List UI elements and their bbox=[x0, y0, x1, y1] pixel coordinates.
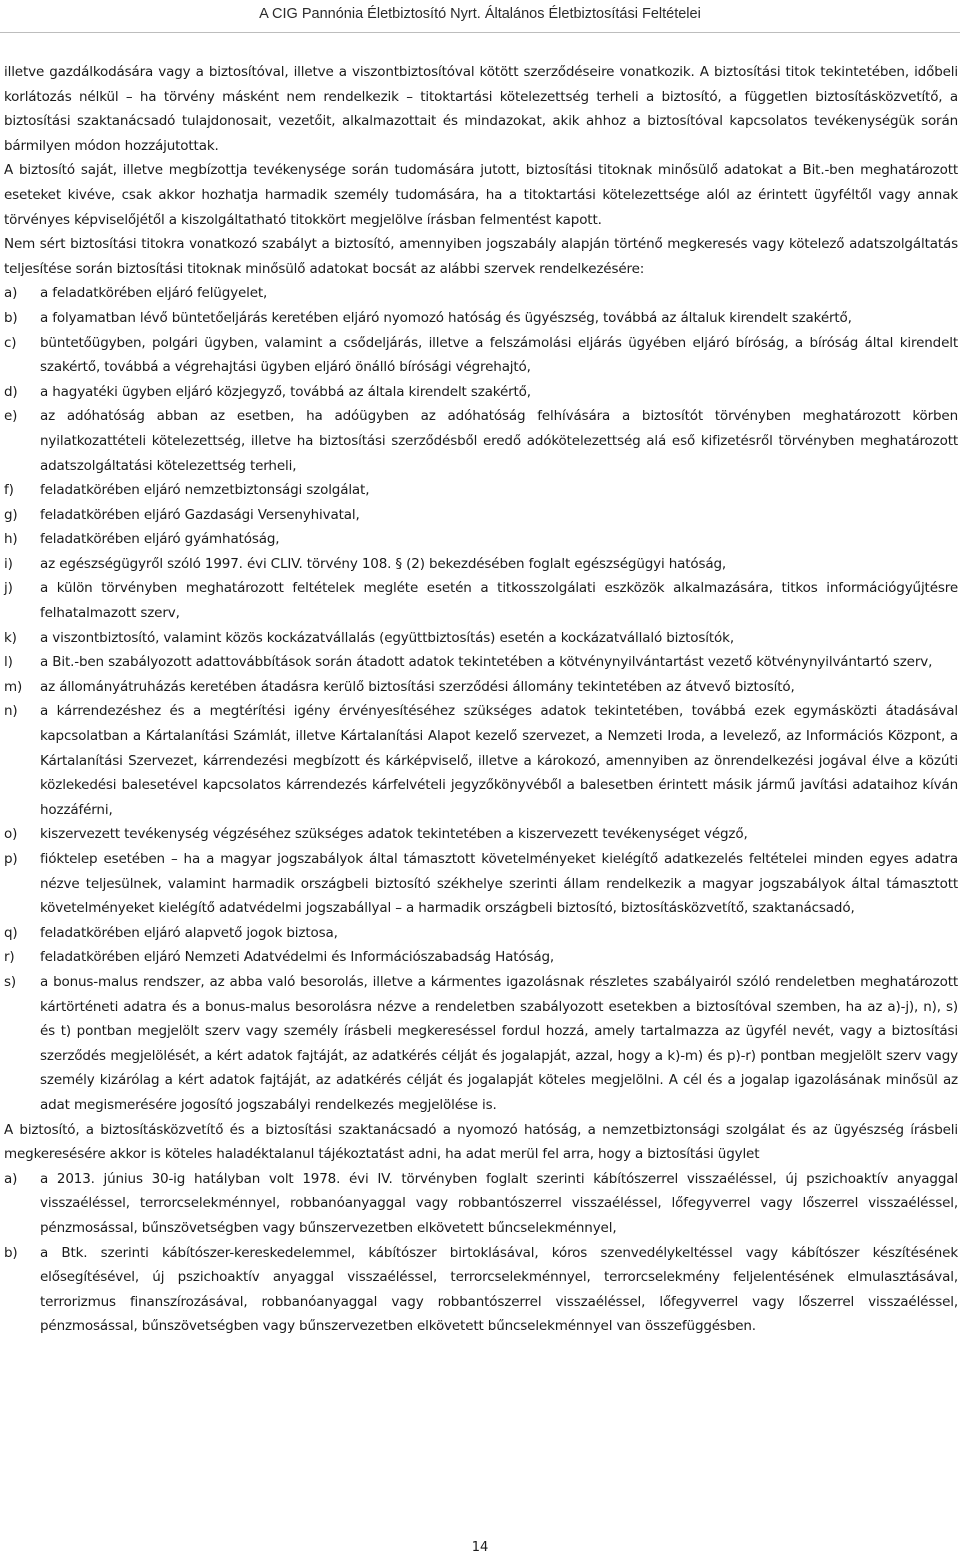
list-item-letter: s) bbox=[4, 973, 17, 990]
list-item bbox=[4, 675, 958, 700]
list-item-letter: a) bbox=[4, 285, 18, 302]
list-item bbox=[4, 1167, 958, 1241]
list-item-letter: d) bbox=[4, 383, 18, 400]
document-body bbox=[4, 60, 958, 1339]
list-item-text: a kárrendezéshez és a megtérítési igény érvényesítéséhez szükséges adatok tekintetében, továbbá ezek egymásközti átadásával kapcsolatban a Kártalanítási Számlát, illetve Kártalanítási Alapot kezelő szervezet, a Nemzeti Iroda, a levelező, az Információs Központ, a Kártalanítási Szervezet, kárrendezési megbízott és kárképviselő, illetve a károkozó, amennyiben az önrendelkezési jogával élve a közúti közlekedési balesetével kapcsolatos kárrendezés kárfelvételi jegyzőkönyvéből a balesetben érintett másik jármű javítási adataihoz kíván hozzáférni, bbox=[40, 703, 958, 818]
list-item bbox=[4, 576, 958, 625]
list-item-text: az adóhatóság abban az esetben, ha adóügyben az adóhatóság felhívására a biztosítót törvényben meghatározott körben nyilatkozattételi kötelezettség, illetve ha biztosítási szerződésből eredő adókötelezettség alá eső kifizetésről törvényben meghatározott adatszolgáltatási kötelezettség terheli, bbox=[40, 408, 958, 474]
list-item-letter: p) bbox=[4, 851, 18, 867]
paragraph-3: Nem sért biztosítási titokra vonatkozó szabályt a biztosító, amennyiben jogszabály alapján történő megkeresés vagy kötelező adatszolgáltatás teljesítése során biztosítási titoknak minősülő adatokat bocsát az alábbi szervek rendelkezésére: bbox=[4, 236, 958, 277]
list-item bbox=[4, 970, 958, 1118]
list-item bbox=[4, 1241, 958, 1339]
list-item-letter: k) bbox=[4, 629, 17, 646]
list-item bbox=[4, 306, 958, 331]
list-item-text: az egészségügyről szóló 1997. évi CLIV. törvény 108. § (2) bekezdésében foglalt egészségügyi hatóság, bbox=[40, 555, 727, 572]
list-item-letter: i) bbox=[4, 555, 13, 572]
paragraph-4: A biztosító, a biztosításközvetítő és a biztosítási szaktanácsadó a nyomozó hatóság, a nemzetbiztonsági szolgálat és az ügyészség írásbeli megkeresésére akkor is köteles haladéktalanul tájékoztatást adni, ha adat merül fel arra, hogy a biztosítási ügylet bbox=[4, 1121, 958, 1163]
offence-list bbox=[4, 1167, 958, 1339]
list-item-text: a feladatkörében eljáró felügyelet, bbox=[40, 285, 268, 302]
list-item bbox=[4, 281, 958, 306]
list-item-letter: h) bbox=[4, 531, 18, 548]
list-item-text: büntetőügyben, polgári ügyben, valamint a csődeljárás, illetve a felszámolási eljárás ügyében eljáró bíróság, a bíróság által kirendelt szakértő, továbbá a végrehajtási ügyben eljáró önálló bírósági végrehajtó, bbox=[40, 334, 958, 376]
list-item-letter: e) bbox=[4, 408, 18, 425]
list-item-letter: b) bbox=[4, 309, 18, 326]
list-item-text: az állományátruházás keretében átadásra kerülő biztosítási szerződési állomány tekintetében az átvevő biztosító, bbox=[40, 678, 795, 695]
list-item-text: fióktelep esetében – ha a magyar jogszabályok által támasztott követelményeket kielégítő adatkezelés feltételei minden egyes adatra nézve teljesülnek, valamint harmadik országbeli biztosító székhelye szerinti állam rendelkezik a magyar jogszabályok által támasztott követelményeket kielégítő adatvédelmi jogszabállyal – a harmadik országbeli biztosító, biztosításközvetítő, szaktanácsadó, bbox=[40, 851, 958, 917]
list-item bbox=[4, 626, 958, 651]
list-item-letter: l) bbox=[4, 654, 13, 671]
list-item-letter: c) bbox=[4, 334, 17, 351]
list-item bbox=[4, 945, 958, 970]
list-item-text: feladatkörében eljáró nemzetbiztonsági szolgálat, bbox=[40, 482, 370, 499]
list-item-text: feladatkörében eljáró alapvető jogok biztosa, bbox=[40, 924, 338, 941]
list-item-text: feladatkörében eljáró gyámhatóság, bbox=[40, 531, 280, 548]
list-item bbox=[4, 699, 958, 822]
running-header bbox=[0, 4, 960, 32]
list-item bbox=[4, 650, 958, 675]
list-item-text: a hagyatéki ügyben eljáró közjegyző, továbbá az általa kirendelt szakértő, bbox=[40, 383, 531, 400]
list-item-letter: q) bbox=[4, 924, 18, 941]
organization-list bbox=[4, 281, 958, 1117]
document-title: A CIG Pannónia Életbiztosító Nyrt. Általános Életbiztosítási Feltételei bbox=[259, 6, 701, 22]
list-item-letter: n) bbox=[4, 703, 18, 720]
list-item-text: a külön törvényben meghatározott feltételek megléte esetén a titkosszolgálati eszközök alkalmazására, titkos információgyűjtésre felhatalmazott szerv, bbox=[40, 580, 958, 622]
paragraph-2: A biztosító saját, illetve megbízottja tevékenysége során tudomására jutott, biztosítási titoknak minősülő adatokat a Bit.-ben meghatározott eseteket kivéve, csak akkor hozhatja harmadik személy tudomására, ha a titoktartási kötelezettsége alól az érintett ügyféltől vagy annak törvényes képviselőjétől a kiszolgáltatható titokkört megjelölve írásban felmentést kapott. bbox=[4, 162, 958, 228]
list-item-letter: g) bbox=[4, 506, 18, 523]
list-item-text: feladatkörében eljáró Nemzeti Adatvédelmi és Információszabadság Hatóság, bbox=[40, 949, 555, 966]
list-item bbox=[4, 822, 958, 847]
list-item bbox=[4, 380, 958, 405]
list-item-letter: m) bbox=[4, 678, 23, 695]
list-item-text: a folyamatban lévő büntetőeljárás keretében eljáró nyomozó hatóság és ügyészség, továbbá az általuk kirendelt szakértő, bbox=[40, 309, 852, 326]
list-item-letter: b) bbox=[4, 1244, 18, 1261]
list-item-text: a viszontbiztosító, valamint közös kockázatvállalás (együttbiztosítás) esetén a kockázatvállaló biztosítók, bbox=[40, 629, 734, 646]
list-item bbox=[4, 921, 958, 946]
header-divider bbox=[0, 32, 960, 33]
list-item-letter: o) bbox=[4, 826, 18, 843]
list-item-text: a Btk. szerinti kábítószer-kereskedelemmel, kábítószer birtoklásával, kóros szenvedélykeltéssel vagy kábítószer készítésének elősegítésével, új pszichoaktív anyaggal visszaéléssel, terrorcselekménnyel, terrorcselekmény feljelentésének elmulasztásával, terrorizmus finanszírozásával, robbanóanyaggal vagy robbantószerrel visszaéléssel, lőfegyverrel vagy lőszerrel visszaéléssel, pénzmosással, bűnszövetségben vagy bűnszervezetben elkövetett bűncselekménnyel van összefüggésben. bbox=[40, 1244, 958, 1335]
list-item-text: a bonus-malus rendszer, az abba való besorolás, illetve a kármentes igazolásnak részletes szabályairól szóló rendeletben meghatározott kártörténeti adatra és a bonus-malus besorolásra nézve a rendeletben szabályozott esetekben a biztosítóval szemben, ha az a)-j), n), s) és t) pontban megjelölt szerv vagy személy írásbeli megkereséssel fordul hozzá, amely tartalmazza az ügyfél nevét, vagy a biztosítási szerződés megjelölését, a kért adatok fajtáját, az adatkérés célját és jogalapját, azzal, hogy a k)-m) és p)-r) pontban megjelölt szerv vagy személy kizárólag a kért adatok fajtáját, az adatkérés célját és jogalapját köteles megjelölni. A cél és a jogalap igazolásának minősül az adat megismerésére jogosító jogszabályi rendelkezés megjelölése is. bbox=[40, 973, 958, 1113]
list-item-text: a Bit.-ben szabályozott adattovábbítások során átadott adatok tekintetében a kötvénynyilvántartást vezető kötvénynyilvántartó szerv, bbox=[40, 654, 933, 671]
list-item-letter: f) bbox=[4, 482, 14, 499]
paragraph-1: illetve gazdálkodására vagy a biztosítóval, illetve a viszontbiztosítóval kötött szerződéseire vonatkozik. A biztosítási titok tekintetében, időbeli korlátozás nélkül – ha törvény másként nem rendelkezik – titoktartási kötelezettség terheli a biztosító, a független biztosításközvetítő, a biztosítási szaktanácsadó tulajdonosait, vezetőit, alkalmazottait és mindazokat, akik ahhoz a biztosítóval kapcsolatos tevékenységük során bármilyen módon hozzájutottak. bbox=[4, 64, 958, 154]
list-item-letter: r) bbox=[4, 949, 15, 966]
list-item bbox=[4, 331, 958, 380]
list-item-letter: a) bbox=[4, 1170, 18, 1187]
list-item bbox=[4, 527, 958, 552]
list-item bbox=[4, 404, 958, 478]
list-item bbox=[4, 503, 958, 528]
list-item bbox=[4, 847, 958, 921]
list-item-text: feladatkörében eljáró Gazdasági Versenyhivatal, bbox=[40, 506, 360, 523]
list-item-text: a 2013. június 30-ig hatályban volt 1978. évi IV. törvényben foglalt szerinti kábítószerrel visszaéléssel, új pszichoaktív anyaggal visszaéléssel, terrorcselekménnyel, robbanóanyaggal vagy robbantószerrel visszaéléssel, lőfegyverrel vagy lőszerrel visszaéléssel, pénzmosással, bűnszövetségben vagy bűnszervezetben elkövetett bűncselekménnyel, bbox=[40, 1170, 958, 1236]
list-item bbox=[4, 552, 958, 577]
list-item-letter: j) bbox=[4, 580, 13, 597]
list-item-text: kiszervezett tevékenység végzéséhez szükséges adatok tekintetében a kiszervezett tevékenységet végző, bbox=[40, 826, 748, 843]
page-number: 14 bbox=[471, 1540, 489, 1555]
list-item bbox=[4, 478, 958, 503]
